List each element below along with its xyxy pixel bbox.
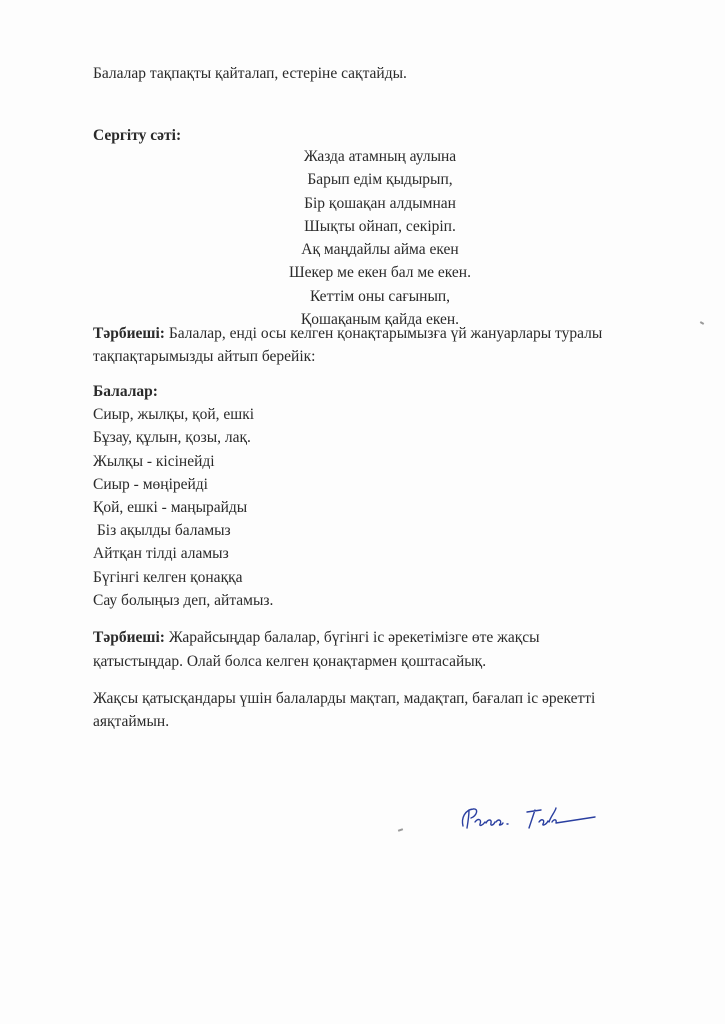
recital-line: Сиыр, жылқы, қой, ешкі <box>93 406 255 424</box>
intro-text: Балалар тақпақты қайталап, естеріне сақтайды. <box>93 65 407 82</box>
children-recital <box>93 380 273 612</box>
recital-line: Жылқы - кісінейді <box>93 452 215 470</box>
teacher-speaker-label: Тәрбиеші: <box>93 325 165 342</box>
exercise-poem <box>230 145 530 331</box>
recital-line: Біз ақылды баламыз <box>93 522 231 540</box>
teacher-paragraph-2 <box>93 626 540 649</box>
poem-line: Барып едім қыдырып, <box>307 171 453 189</box>
poem-line: Шекер ме екен бал ме екен. <box>289 264 471 282</box>
poem-line: Қошақаным қайда екен. <box>300 311 460 329</box>
scan-speck <box>398 828 403 832</box>
teacher-speaker-label: Тәрбиеші: <box>93 629 165 646</box>
poem-line: Жазда атамның аулына <box>303 148 457 165</box>
closing-paragraph-cont: аяқтаймын. <box>93 713 170 730</box>
recital-line: Бүгінгі келген қонаққа <box>93 568 243 586</box>
closing-paragraph: Жақсы қатысқандары үшін балаларды мақтап, мадақтап, бағалап іс әрекетті <box>93 690 596 707</box>
recital-line: Бұзау, құлын, қозы, лақ. <box>93 429 251 447</box>
teacher-paragraph-1 <box>93 322 602 345</box>
recital-line: Сау болыңыз деп, айтамыз. <box>93 591 274 609</box>
recital-line: Сиыр - мөңірейді <box>93 475 208 493</box>
recital-line: Қой, ешкі - маңырайды <box>93 499 248 517</box>
teacher-paragraph-1-cont: тақпақтарымызды айтып берейік: <box>93 348 316 365</box>
poem-line: Шықты ойнап, секіріп. <box>304 217 456 235</box>
recital-line: Айтқан тілді аламыз <box>93 545 229 563</box>
children-speaker-label: Балалар: <box>93 383 158 400</box>
exercise-heading: Сергіту сәті: <box>93 127 182 144</box>
poem-line: Кеттім оны сағынып, <box>309 287 451 305</box>
teacher-text: Балалар, енді осы келген қонақтарымызға үй жануарлары туралы <box>164 325 603 342</box>
teacher-text: Жарайсыңдар балалар, бүгінгі іс әрекетімізге өте жақсы <box>164 629 540 646</box>
poem-line: Ақ маңдайлы айма екен <box>301 241 459 259</box>
poem-line: Бір қошақан алдымнан <box>304 194 456 212</box>
teacher-paragraph-2-cont: қатыстыңдар. Олай болса келген қонақтармен қоштасайық. <box>93 653 487 670</box>
handwritten-signature <box>455 800 605 836</box>
scan-speck <box>700 321 704 325</box>
